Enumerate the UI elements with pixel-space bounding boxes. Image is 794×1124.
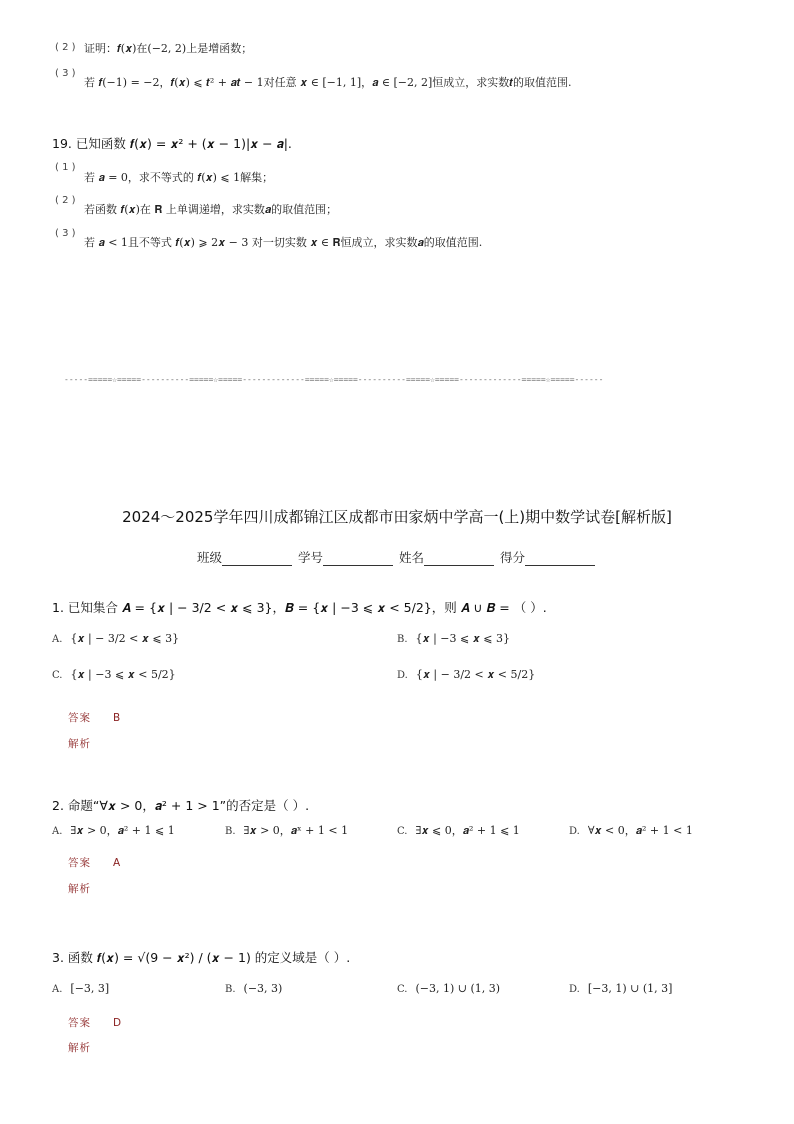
option-text: {𝒙 | −3 ⩽ 𝒙 < 5/2} [70, 668, 176, 681]
q3-option-a[interactable] [52, 982, 109, 995]
q18-2-text: 证明：𝒇(𝒙)在(−2, 2)上是增函数； [84, 42, 253, 55]
option-label: C. [397, 984, 408, 995]
q2-answer [68, 855, 120, 870]
answer-value: D [113, 1017, 122, 1029]
option-text: ∃𝒙 ⩽ 0，𝒂² + 1 ⩽ 1 [415, 824, 520, 837]
q18-2-number: ( 2 ) [55, 42, 76, 53]
option-text: (−3, 3) [243, 982, 283, 995]
answer-label: 答案 [68, 857, 91, 869]
q1-option-a[interactable] [52, 632, 179, 646]
q2-option-a[interactable] [52, 822, 175, 838]
q2-option-c[interactable] [397, 822, 520, 838]
q19-2-number: ( 2 ) [55, 195, 76, 206]
option-label: B. [225, 826, 236, 837]
q1-option-b[interactable] [397, 632, 510, 646]
q19-title: 19. 已知函数 𝒇(𝒙) = 𝒙² + (𝒙 − 1)|𝒙 − 𝒂|. [52, 136, 292, 151]
q3-explanation-label: 解析 [68, 1042, 91, 1054]
option-label: A. [52, 634, 63, 645]
answer-value: B [113, 712, 121, 724]
option-label: B. [397, 634, 408, 645]
score-field-blank[interactable] [525, 553, 595, 566]
score-field-label: 得分 [499, 550, 525, 565]
class-field-blank[interactable] [222, 553, 292, 566]
q19-1-number: ( 1 ) [55, 162, 76, 173]
q3-option-d[interactable] [569, 982, 672, 995]
option-label: C. [397, 826, 408, 837]
option-text: ∃𝒙 > 0，𝒂² + 1 ⩽ 1 [70, 824, 175, 837]
q18-3-number: ( 3 ) [55, 68, 76, 79]
name-field-label: 姓名 [398, 550, 424, 565]
answer-value: A [113, 857, 121, 869]
option-text: ∀𝒙 < 0，𝒂² + 1 < 1 [587, 824, 693, 837]
option-label: D. [569, 826, 580, 837]
q19-3-number: ( 3 ) [55, 228, 76, 239]
option-label: A. [52, 826, 63, 837]
name-field-blank[interactable] [424, 553, 494, 566]
q2-option-d[interactable] [569, 822, 693, 838]
q1-option-c[interactable] [52, 668, 176, 682]
q19-2-text: 若函数 𝒇(𝒙)在 𝐑 上单调递增，求实数𝒂的取值范围； [84, 203, 338, 216]
student-info-row [0, 548, 794, 566]
student-id-field-blank[interactable] [323, 553, 393, 566]
class-field-label: 班级 [196, 550, 222, 565]
option-label: B. [225, 984, 236, 995]
option-label: A. [52, 984, 63, 995]
student-id-field-label: 学号 [297, 550, 323, 565]
section-divider: -----=====☆=====----------=====☆=====-------------=====☆=====----------=====☆=====-------------=====☆=====------ [64, 375, 604, 384]
option-text: ∃𝒙 > 0，𝒂ˣ + 1 < 1 [243, 824, 349, 837]
option-label: D. [397, 670, 408, 681]
q2-explanation-label: 解析 [68, 883, 91, 895]
option-text: {𝒙 | −3 ⩽ 𝒙 ⩽ 3} [415, 632, 511, 645]
q3-title: 3. 函数 𝒇(𝒙) = √(9 − 𝒙²) / (𝒙 − 1) 的定义域是（ ）. [52, 950, 351, 965]
q2-option-b[interactable] [225, 822, 348, 838]
q1-title: 1. 已知集合 𝑨 = {𝒙 | − 3/2 < 𝒙 ⩽ 3}，𝑩 = {𝒙 | −3 ⩽ 𝒙 < 5/2}，则 𝑨 ∪ 𝑩 = （ ）. [52, 600, 547, 615]
option-text: [−3, 1) ∪ (1, 3] [587, 982, 673, 995]
option-label: C. [52, 670, 63, 681]
answer-label: 答案 [68, 712, 91, 724]
q1-explanation-label: 解析 [68, 738, 91, 750]
q19-1-text: 若 𝒂 = 0，求不等式的 𝒇(𝒙) ⩽ 1解集； [84, 171, 274, 184]
option-text: (−3, 1) ∪ (1, 3) [415, 982, 501, 995]
q3-option-b[interactable] [225, 982, 282, 995]
document-title: 2024～2025学年四川成都锦江区成都市田家炳中学高一(上)期中数学试卷[解析版] [122, 508, 672, 526]
answer-label: 答案 [68, 1017, 91, 1029]
option-text: {𝒙 | − 3/2 < 𝒙 < 5/2} [415, 668, 536, 681]
q3-answer [68, 1015, 121, 1030]
q3-option-c[interactable] [397, 982, 500, 995]
option-text: [−3, 3] [70, 982, 110, 995]
q2-title: 2. 命题“∀𝒙 > 0，𝒂² + 1 > 1”的否定是（ ）. [52, 798, 310, 813]
q1-answer [68, 710, 120, 725]
option-label: D. [569, 984, 580, 995]
option-text: {𝒙 | − 3/2 < 𝒙 ⩽ 3} [70, 632, 180, 645]
q1-option-d[interactable] [397, 668, 535, 682]
q18-3-text: 若 𝒇(−1) = −2，𝒇(𝒙) ⩽ 𝒕² + 𝒂𝒕 − 1对任意 𝒙 ∈ [−1, 1]，𝒂 ∈ [−2, 2]恒成立，求实数𝒕的取值范围. [84, 76, 572, 89]
q19-3-text: 若 𝒂 < 1且不等式 𝒇(𝒙) ⩾ 2𝒙 − 3 对一切实数 𝒙 ∈ 𝐑恒成立，求实数𝒂的取值范围. [84, 236, 483, 249]
